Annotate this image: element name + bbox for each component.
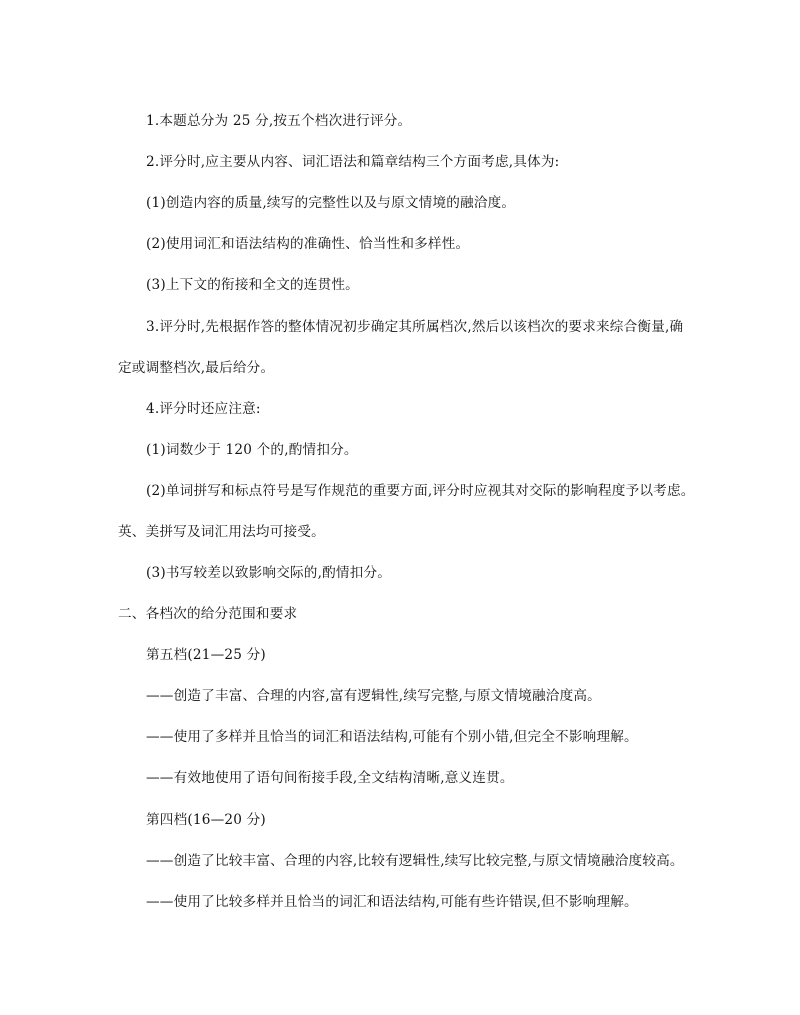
level-five-criterion-1: ——创造了丰富、合理的内容,富有逻辑性,续写完整,与原文情境融洽度高。	[146, 688, 601, 704]
level-five-heading: 第五档(21—25 分)	[146, 647, 266, 663]
level-five-criterion-3: ——有效地使用了语句间衔接手段,全文结构清晰,意义连贯。	[146, 770, 514, 786]
section-heading: 二、各档次的给分范围和要求	[118, 606, 298, 622]
level-four-heading: 第四档(16—20 分)	[146, 812, 266, 828]
scoring-rule-4-item-1: (1)词数少于 120 个的,酌情扣分。	[146, 442, 358, 458]
level-four-criterion-1: ——创造了比较丰富、合理的内容,比较有逻辑性,续写比较完整,与原文情境融洽度较高。	[146, 853, 684, 869]
scoring-rule-2-item-2: (2)使用词汇和语法结构的准确性、恰当性和多样性。	[146, 236, 470, 252]
scoring-rule-4-item-2-continued: 英、美拼写及词汇用法均可接受。	[118, 524, 325, 540]
scoring-rule-2-item-3: (3)上下文的衔接和全文的连贯性。	[146, 277, 359, 293]
scoring-rule-1: 1.本题总分为 25 分,按五个档次进行评分。	[146, 113, 412, 129]
scoring-rule-3: 3.评分时,先根据作答的整体情况初步确定其所属档次,然后以该档次的要求来综合衡量,确	[146, 319, 684, 335]
scoring-rule-2-item-1: (1)创造内容的质量,续写的完整性以及与原文情境的融洽度。	[146, 195, 516, 211]
scoring-rule-4-item-2: (2)单词拼写和标点符号是写作规范的重要方面,评分时应视其对交际的影响程度予以考虑。	[146, 483, 695, 499]
level-four-criterion-2: ——使用了比较多样并且恰当的词汇和语法结构,可能有些许错误,但不影响理解。	[146, 894, 638, 910]
scoring-rule-4: 4.评分时还应注意:	[146, 401, 261, 417]
scoring-rule-3-continued: 定或调整档次,最后给分。	[118, 360, 275, 376]
scoring-rule-2: 2.评分时,应主要从内容、词汇语法和篇章结构三个方面考虑,具体为:	[146, 154, 560, 170]
scoring-rule-4-item-3: (3)书写较差以致影响交际的,酌情扣分。	[146, 565, 392, 581]
level-five-criterion-2: ——使用了多样并且恰当的词汇和语法结构,可能有个别小错,但完全不影响理解。	[146, 729, 638, 745]
